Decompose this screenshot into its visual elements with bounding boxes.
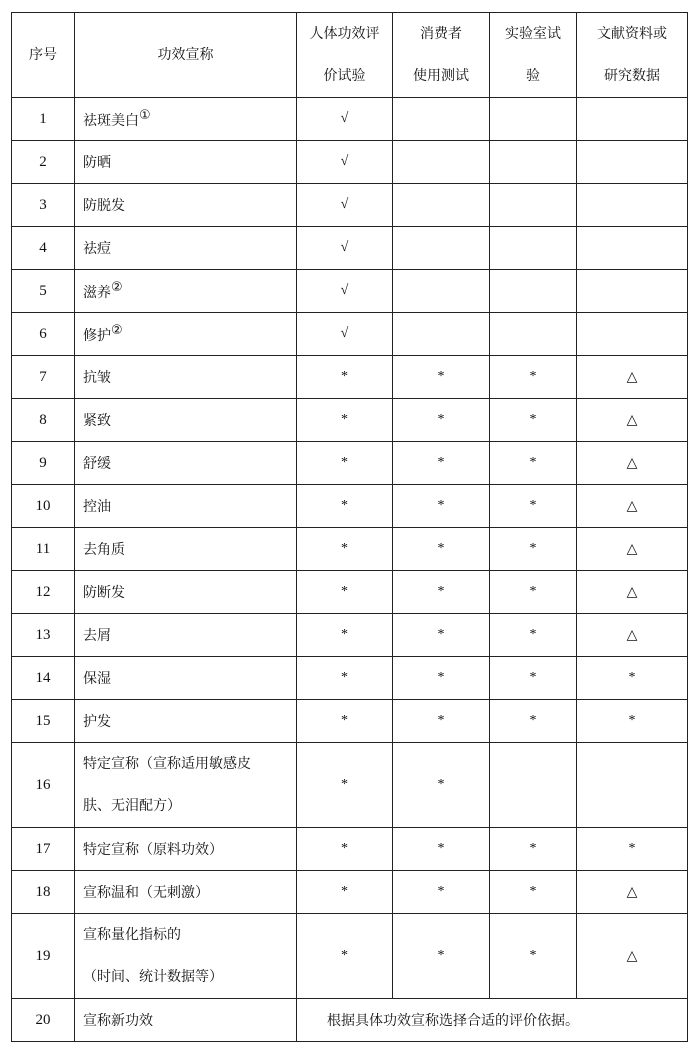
table-row [12, 313, 688, 356]
claim-text: 宣称温和（无刺激） [83, 885, 209, 901]
human-trial-mark: * [297, 485, 393, 528]
table-row [12, 227, 688, 270]
claim-cell [75, 485, 297, 528]
table-row [12, 999, 688, 1042]
merged-note-cell: 根据具体功效宣称选择合适的评价依据。 [297, 999, 688, 1042]
consumer-test-mark: * [393, 442, 490, 485]
row-number: 6 [12, 313, 75, 356]
table-row [12, 528, 688, 571]
claim-line: 宣称量化指标的 [83, 927, 181, 943]
literature-mark: △ [577, 528, 688, 571]
lab-test-mark: * [490, 399, 577, 442]
row-number: 11 [12, 528, 75, 571]
human-trial-mark: * [297, 871, 393, 914]
row-number: 3 [12, 184, 75, 227]
table-row [12, 485, 688, 528]
claim-text: 防晒 [83, 155, 111, 171]
lab-test-mark [490, 227, 577, 270]
table-row [12, 571, 688, 614]
claim-text: 护发 [83, 714, 111, 730]
table-row [12, 442, 688, 485]
lab-test-mark [490, 743, 577, 828]
claim-cell [75, 914, 297, 999]
consumer-test-mark: * [393, 743, 490, 828]
consumer-test-mark: * [393, 657, 490, 700]
claim-cell [75, 356, 297, 399]
row-number: 4 [12, 227, 75, 270]
human-trial-mark: √ [297, 313, 393, 356]
claim-cell [75, 999, 297, 1042]
claim-cell [75, 270, 297, 313]
human-trial-mark: * [297, 914, 393, 999]
lab-test-mark: * [490, 914, 577, 999]
literature-mark [577, 227, 688, 270]
lab-test-mark: * [490, 828, 577, 871]
literature-mark: △ [577, 485, 688, 528]
human-trial-mark: √ [297, 270, 393, 313]
row-number: 8 [12, 399, 75, 442]
lab-test-mark [490, 98, 577, 141]
row-number: 17 [12, 828, 75, 871]
human-trial-mark: * [297, 571, 393, 614]
claim-text: 去屑 [83, 628, 111, 644]
human-trial-mark: * [297, 700, 393, 743]
consumer-test-mark [393, 313, 490, 356]
lab-test-mark: * [490, 356, 577, 399]
row-number: 15 [12, 700, 75, 743]
claim-text: 修护 [83, 328, 111, 344]
human-trial-mark: * [297, 614, 393, 657]
row-number: 9 [12, 442, 75, 485]
claim-text: 防脱发 [83, 198, 125, 214]
human-trial-mark: * [297, 356, 393, 399]
human-trial-mark: * [297, 399, 393, 442]
table-row [12, 700, 688, 743]
footnote-marker: ① [139, 108, 151, 123]
row-number: 5 [12, 270, 75, 313]
table-row [12, 914, 688, 999]
claim-cell [75, 98, 297, 141]
table-row [12, 356, 688, 399]
literature-mark [577, 270, 688, 313]
row-number: 18 [12, 871, 75, 914]
human-trial-mark: √ [297, 141, 393, 184]
consumer-test-mark [393, 141, 490, 184]
literature-mark [577, 98, 688, 141]
human-trial-mark: √ [297, 227, 393, 270]
header-claim: 功效宣称 [75, 13, 297, 98]
claim-text: 抗皱 [83, 370, 111, 386]
header-lab-test: 实验室试 验 [490, 13, 577, 98]
consumer-test-mark: * [393, 614, 490, 657]
claim-cell [75, 700, 297, 743]
claim-cell [75, 399, 297, 442]
footnote-marker: ② [111, 280, 123, 295]
row-number: 14 [12, 657, 75, 700]
consumer-test-mark [393, 98, 490, 141]
consumer-test-mark [393, 270, 490, 313]
literature-mark: △ [577, 356, 688, 399]
claim-cell [75, 227, 297, 270]
header-literature: 文献资料或 研究数据 [577, 13, 688, 98]
human-trial-mark: * [297, 442, 393, 485]
consumer-test-mark: * [393, 571, 490, 614]
consumer-test-mark: * [393, 356, 490, 399]
claim-cell [75, 141, 297, 184]
row-number: 7 [12, 356, 75, 399]
human-trial-mark: * [297, 743, 393, 828]
claim-text: 滋养 [83, 285, 111, 301]
table-row [12, 743, 688, 828]
literature-mark: △ [577, 914, 688, 999]
header-row [12, 13, 688, 98]
table-row [12, 871, 688, 914]
literature-mark: △ [577, 442, 688, 485]
literature-mark [577, 313, 688, 356]
literature-mark: * [577, 828, 688, 871]
claim-line: （时间、统计数据等） [83, 969, 223, 985]
lab-test-mark: * [490, 871, 577, 914]
claim-text: 祛斑美白 [83, 113, 139, 129]
lab-test-mark: * [490, 485, 577, 528]
claim-cell [75, 442, 297, 485]
human-trial-mark: * [297, 528, 393, 571]
consumer-test-mark: * [393, 399, 490, 442]
literature-mark: △ [577, 399, 688, 442]
lab-test-mark [490, 313, 577, 356]
claim-text: 防断发 [83, 585, 125, 601]
consumer-test-mark: * [393, 828, 490, 871]
row-number: 10 [12, 485, 75, 528]
literature-mark [577, 184, 688, 227]
row-number: 19 [12, 914, 75, 999]
claim-text: 特定宣称（原料功效） [83, 842, 223, 858]
claim-text: 去角质 [83, 542, 125, 558]
consumer-test-mark [393, 184, 490, 227]
literature-mark: * [577, 700, 688, 743]
claim-line: 特定宣称（宣称适用敏感皮 [83, 756, 251, 772]
table-row [12, 399, 688, 442]
human-trial-mark: * [297, 828, 393, 871]
claim-text: 祛痘 [83, 241, 111, 257]
efficacy-claim-table [11, 12, 688, 1042]
claim-cell [75, 571, 297, 614]
table-row [12, 141, 688, 184]
literature-mark: △ [577, 871, 688, 914]
claim-cell [75, 184, 297, 227]
table-row [12, 828, 688, 871]
claim-cell [75, 871, 297, 914]
claim-cell [75, 743, 297, 828]
claim-text: 保湿 [83, 671, 111, 687]
lab-test-mark: * [490, 700, 577, 743]
footnote-marker: ② [111, 323, 123, 338]
header-no: 序号 [12, 13, 75, 98]
claim-text: 控油 [83, 499, 111, 515]
human-trial-mark: √ [297, 98, 393, 141]
consumer-test-mark: * [393, 700, 490, 743]
literature-mark [577, 743, 688, 828]
row-number: 20 [12, 999, 75, 1042]
consumer-test-mark: * [393, 871, 490, 914]
lab-test-mark: * [490, 657, 577, 700]
human-trial-mark: * [297, 657, 393, 700]
literature-mark: △ [577, 614, 688, 657]
claim-line: 肤、无泪配方） [83, 798, 181, 814]
row-number: 12 [12, 571, 75, 614]
table-row [12, 614, 688, 657]
table-row [12, 657, 688, 700]
literature-mark: △ [577, 571, 688, 614]
literature-mark: * [577, 657, 688, 700]
row-number: 13 [12, 614, 75, 657]
lab-test-mark: * [490, 614, 577, 657]
claim-text: 紧致 [83, 413, 111, 429]
lab-test-mark [490, 141, 577, 184]
row-number: 16 [12, 743, 75, 828]
lab-test-mark: * [490, 442, 577, 485]
table-row [12, 270, 688, 313]
lab-test-mark: * [490, 528, 577, 571]
table-row [12, 98, 688, 141]
lab-test-mark [490, 184, 577, 227]
lab-test-mark: * [490, 571, 577, 614]
header-human-trial: 人体功效评 价试验 [297, 13, 393, 98]
consumer-test-mark: * [393, 528, 490, 571]
claim-cell [75, 657, 297, 700]
header-consumer-test: 消费者 使用测试 [393, 13, 490, 98]
literature-mark [577, 141, 688, 184]
human-trial-mark: √ [297, 184, 393, 227]
claim-cell [75, 313, 297, 356]
consumer-test-mark: * [393, 914, 490, 999]
claim-cell [75, 828, 297, 871]
claim-text: 宣称新功效 [83, 1013, 153, 1029]
lab-test-mark [490, 270, 577, 313]
consumer-test-mark: * [393, 485, 490, 528]
claim-text: 舒缓 [83, 456, 111, 472]
table-row [12, 184, 688, 227]
row-number: 2 [12, 141, 75, 184]
consumer-test-mark [393, 227, 490, 270]
claim-cell [75, 614, 297, 657]
claim-cell [75, 528, 297, 571]
row-number: 1 [12, 98, 75, 141]
